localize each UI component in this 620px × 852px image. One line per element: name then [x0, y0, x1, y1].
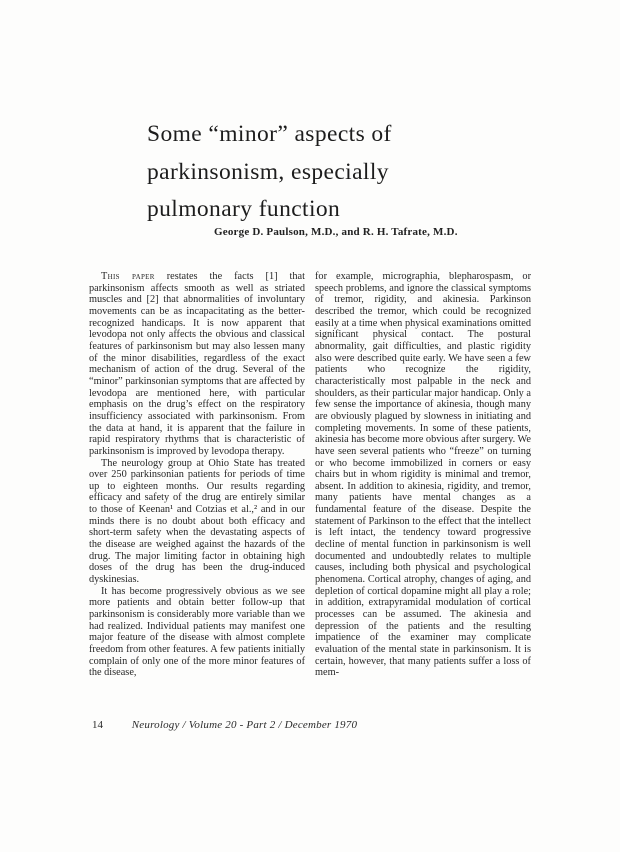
title-line-3: pulmonary function: [147, 196, 341, 222]
page-footer: [92, 719, 357, 731]
paragraph-ohio-state: The neurology group at Ohio State has treated over 250 parkinsonian patients for periods of time up to eighteen months. Our results regarding efficacy and safety of the drug are entirely similar to those of Keenan¹ and Cotzias et al.,² and in our minds there is no doubt about both efficacy and short-term safety when the devastating aspects of the disease are weighed against the hazards of the drug. The major limiting factor in obtaining high doses of the drug has been the drug-induced dyskinesias.: [89, 457, 305, 586]
page-number: 14: [92, 719, 103, 731]
paragraph-intro: [89, 271, 305, 458]
journal-citation: Neurology / Volume 20 - Part 2 / December 1970: [131, 719, 358, 731]
paragraph-variability: It has become progressively obvious as we see more patients and obtain better follow-up that parkinsonism is considerably more variable than we had realized. Individual patients may manifest one major feature of the disease with almost complete freedom from other features. A few patients initially complain of only one of the more minor features of the disease,: [89, 585, 305, 679]
paragraph-continuation: for example, micrographia, blepharospasm, or speech problems, and ignore the classical symptoms of tremor, rigidity, and akinesia. Parkinson described the tremor, which could be recognized easily at a time when physical examinations omitted significant physical contact. The postural abnormality, gait difficulties, and plastic rigidity also were described quite early. We have seen a few patients who recognize the rigidity, characteristically most palpable in the neck and shoulders, as their particular major handicap. Only a few sense the importance of akinesia, though many are obviously plagued by slowness in initiating and completing movements. In some of these patients, akinesia has become more obvious after surgery. We have seen several patients who “freeze” on turning or who become immobilized in corners or easy chairs but in whom rigidity is minimal and tremor, absent. In addition to akinesia, rigidity, and tremor, many patients have mental changes as a fundamental feature of the disease. Despite the statement of Parkinson to the effect that the intellect is left intact, the tendency toward progressive decline of mental function in parkinsonism is well documented and undoubtedly relates to multiple causes, including both physical and psychological phenomena. Cortical atrophy, changes of aging, and depletion of cortical dopamine might all play a role; in addition, extrapyramidal modulation of cortical processes can be assumed. The akinesia and depression of the patients and the resulting impatience of the examiner may complicate evaluation of the mental state in parkinsonism. It is certain, however, that many patients suffer a loss of mem-: [315, 271, 532, 679]
title-line-1: Some “minor” aspects of: [147, 121, 392, 147]
left-column: [89, 271, 305, 679]
article-body: [89, 271, 531, 679]
right-column: [315, 271, 531, 679]
paragraph-intro-text: restates the facts [1] that parkinsonism affects smooth as well as striated muscles and [2] that abnormalities of involuntary movements can be as incapacitating as the better-recognized handicaps. It is now apparent that levodopa not only affects the obvious and classical features of parkinsonism but may also lessen many of the minor disabilities, regardless of the exact mechanism of action of the drug. Several of the “minor” parkinsonian symptoms that are affected by levodopa are mentioned here, with particular emphasis on the drug’s effect on the respiratory insufficiency associated with parkinsonism. From the data at hand, it is apparent that the failure in rapid respiratory rhythms that is characteristic of parkinsonism is improved by levodopa therapy.: [89, 271, 305, 457]
title-line-2: parkinsonism, especially: [147, 158, 389, 185]
lead-in-smallcaps: This paper: [101, 271, 155, 282]
article-title: [147, 116, 487, 229]
article-byline: George D. Paulson, M.D., and R. H. Tafrate, M.D.: [214, 226, 458, 238]
